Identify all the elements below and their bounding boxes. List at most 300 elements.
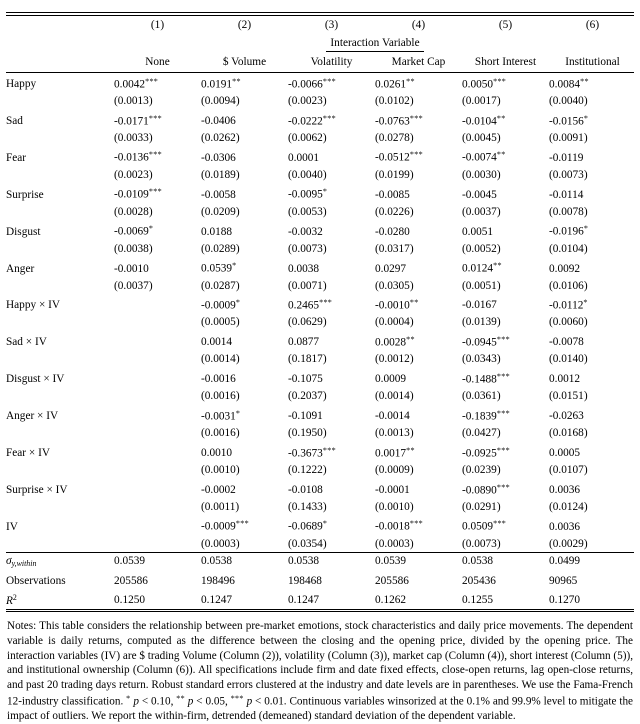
row-label: Disgust xyxy=(6,225,41,238)
coefficient-value: 0.0050 xyxy=(462,78,494,90)
standard-error-cell: (0.0209) xyxy=(201,205,240,218)
coefficient-value: -0.1488 xyxy=(462,373,497,386)
standard-error-cell: (0.0023) xyxy=(114,168,153,181)
header-row-span xyxy=(6,35,636,52)
standard-error-cell: (0.0305) xyxy=(375,279,414,292)
coefficient-cell xyxy=(549,110,636,130)
coefficient-cell xyxy=(375,110,462,130)
span-blank-left xyxy=(6,35,114,52)
summary-stat-cell: 0.0538 xyxy=(462,555,494,568)
summary-stat-cell: 0.1262 xyxy=(375,594,407,607)
standard-error-cell xyxy=(114,351,201,368)
standard-error-cell: (0.0023) xyxy=(288,95,327,107)
coefficient-value: -0.0002 xyxy=(201,483,236,496)
table-row-standard-errors xyxy=(6,93,636,110)
coefficient-cell xyxy=(375,220,462,240)
significance-stars: *** xyxy=(322,113,336,123)
significance-stars: *** xyxy=(319,298,333,308)
summary-stat-cell: 0.0539 xyxy=(114,555,146,568)
row-label-blank xyxy=(6,388,114,405)
summary-stat-row xyxy=(6,553,636,573)
coefficient-value: 0.0042 xyxy=(114,78,146,90)
coefficient-cell xyxy=(114,220,201,240)
standard-error-cell: (0.0354) xyxy=(288,537,327,550)
coefficient-value: -0.0009 xyxy=(201,299,236,312)
regression-table xyxy=(6,16,636,72)
coefficient-cell xyxy=(288,73,375,93)
coefficient-value: -0.0406 xyxy=(201,114,236,127)
coefficient-cell xyxy=(288,479,375,499)
coefficient-value: -0.0167 xyxy=(462,299,497,312)
stat-label-observations: Observations xyxy=(6,575,66,588)
span-blank-col5 xyxy=(462,35,549,52)
coefficient-cell xyxy=(201,220,288,240)
coefficient-cell xyxy=(201,294,288,314)
coefficient-value: -0.0263 xyxy=(549,410,584,423)
coefficient-cell xyxy=(288,257,375,277)
coefficient-value: -0.0069 xyxy=(114,225,149,238)
coefficient-cell xyxy=(549,257,636,277)
coefficient-cell xyxy=(462,110,549,130)
table-row-standard-errors xyxy=(6,462,636,479)
summary-stat-cell: 0.1247 xyxy=(288,594,320,607)
summary-stat-cell: 0.1255 xyxy=(462,594,494,607)
column-number-4: (4) xyxy=(411,18,426,31)
standard-error-cell: (0.0029) xyxy=(549,537,588,550)
coefficient-cell xyxy=(549,220,636,240)
summary-stat-cell: 0.1270 xyxy=(549,594,581,607)
coefficient-cell xyxy=(201,146,288,166)
standard-error-cell: (0.0289) xyxy=(201,242,240,255)
standard-error-cell xyxy=(114,314,201,331)
coefficient-value: 0.0539 xyxy=(201,262,233,275)
standard-error-cell: (0.0151) xyxy=(549,390,588,403)
coefficient-cell xyxy=(549,479,636,499)
coefficient-cell xyxy=(288,146,375,166)
coefficient-value: 0.0038 xyxy=(288,262,320,275)
significance-stars: *** xyxy=(148,113,162,123)
coefficient-value: -0.0001 xyxy=(375,483,410,496)
standard-error-cell: (0.0014) xyxy=(201,353,240,366)
coefficient-cell xyxy=(201,479,288,499)
standard-error-cell: (0.0094) xyxy=(201,95,240,107)
column-number-6: (6) xyxy=(585,18,600,31)
significance-threshold-1: < 0.10, xyxy=(138,695,177,708)
table-row xyxy=(6,368,636,388)
coefficient-value: 0.0005 xyxy=(549,447,581,460)
standard-error-cell: (0.0016) xyxy=(201,390,240,403)
coefficient-value: 0.0012 xyxy=(549,373,581,386)
column-name-institutional: Institutional xyxy=(565,55,620,68)
coefficient-value: 0.0001 xyxy=(288,151,320,164)
standard-error-cell: (0.0013) xyxy=(375,427,414,440)
coefficient-value: -0.0171 xyxy=(114,114,149,127)
standard-error-cell: (0.0009) xyxy=(375,464,414,477)
standard-error-cell: (0.0140) xyxy=(549,353,588,366)
coefficient-cell xyxy=(375,146,462,166)
coefficient-cell xyxy=(375,405,462,425)
coefficient-value: -0.0032 xyxy=(288,225,323,238)
table-row-standard-errors xyxy=(6,204,636,221)
column-number-2: (2) xyxy=(237,18,252,31)
standard-error-cell: (0.0104) xyxy=(549,242,588,255)
standard-error-cell: (0.0033) xyxy=(114,131,153,144)
coefficient-cell xyxy=(114,146,201,166)
coefficient-value: 0.0014 xyxy=(201,336,233,349)
coefficient-value: -0.0010 xyxy=(114,262,149,275)
significance-p-2: p xyxy=(187,695,194,708)
row-label: Fear xyxy=(6,151,27,164)
row-label-blank xyxy=(6,278,114,295)
coefficient-cell xyxy=(114,515,201,535)
top-spacer xyxy=(6,0,634,12)
column-number-1: (1) xyxy=(150,18,165,31)
standard-error-cell: (0.1817) xyxy=(288,353,327,366)
coefficient-value: -0.0095 xyxy=(288,188,323,201)
significance-stars: *** xyxy=(322,445,336,455)
standard-error-cell: (0.0062) xyxy=(288,131,327,144)
coefficient-cell xyxy=(549,73,636,93)
summary-stat-cell: 205436 xyxy=(462,575,496,588)
significance-stars: ** xyxy=(496,113,506,123)
coefficient-value: -0.0066 xyxy=(288,78,323,90)
row-label-blank xyxy=(6,130,114,147)
row-label-blank xyxy=(6,314,114,331)
row-label: Anger xyxy=(6,262,35,275)
significance-stars: ** xyxy=(580,76,589,86)
coefficient-value: 0.0017 xyxy=(375,447,407,460)
standard-error-cell: (0.0073) xyxy=(462,537,501,550)
standard-error-cell: (0.0102) xyxy=(375,95,414,107)
coefficient-value: -0.0890 xyxy=(462,483,497,496)
summary-stat-row xyxy=(6,573,636,590)
coefficient-value: -0.0763 xyxy=(375,114,410,127)
coefficient-value: 0.0297 xyxy=(375,262,407,275)
standard-error-cell xyxy=(114,388,201,405)
significance-stars: ** xyxy=(493,261,502,271)
significance-stars: * xyxy=(583,298,588,308)
standard-error-cell: (0.0014) xyxy=(375,390,414,403)
standard-error-cell: (0.0139) xyxy=(462,316,501,329)
significance-stars: * xyxy=(235,408,241,418)
coefficient-value: -0.0045 xyxy=(462,188,497,201)
row-label: Anger × IV xyxy=(6,410,59,423)
coefficient-cell xyxy=(375,442,462,462)
table-row-standard-errors xyxy=(6,314,636,331)
significance-stars: ** xyxy=(496,150,506,160)
standard-error-cell xyxy=(114,462,201,479)
coefficient-value: -0.0031 xyxy=(201,410,236,423)
coefficient-cell xyxy=(462,442,549,462)
table-row xyxy=(6,442,636,462)
standard-error-cell: (0.0361) xyxy=(462,390,501,403)
coefficient-cell xyxy=(375,183,462,203)
coefficient-cell xyxy=(114,479,201,499)
coefficient-cell xyxy=(288,405,375,425)
coefficient-value: -0.0114 xyxy=(549,188,584,201)
stat-label-r-squared: $R^2$ xyxy=(6,592,17,607)
row-label: Happy × IV xyxy=(6,299,61,312)
significance-stars: * xyxy=(322,519,328,529)
standard-error-cell: (0.0060) xyxy=(549,316,588,329)
coefficient-cell xyxy=(201,405,288,425)
standard-error-cell: (0.0073) xyxy=(549,168,588,181)
summary-stat-cell: 0.1247 xyxy=(201,594,233,607)
regression-body-table xyxy=(6,73,636,553)
standard-error-cell: (0.0012) xyxy=(375,353,414,366)
coefficient-cell xyxy=(375,73,462,93)
coefficient-cell xyxy=(462,405,549,425)
table-row-standard-errors xyxy=(6,536,636,553)
coefficient-cell xyxy=(114,405,201,425)
summary-stat-cell: 198496 xyxy=(201,575,235,588)
table-row xyxy=(6,515,636,535)
coefficient-cell xyxy=(462,146,549,166)
table-header xyxy=(6,16,636,72)
coefficient-cell xyxy=(288,220,375,240)
span-blank-col1 xyxy=(114,35,201,52)
coefficient-value: -0.0136 xyxy=(114,151,149,164)
standard-error-cell: (0.0040) xyxy=(549,95,588,107)
coefficient-cell xyxy=(114,368,201,388)
coefficient-cell xyxy=(201,515,288,535)
coefficient-cell xyxy=(114,183,201,203)
row-label: Surprise × IV xyxy=(6,483,68,496)
coefficient-cell xyxy=(114,331,201,351)
coefficient-cell xyxy=(462,368,549,388)
column-number-5: (5) xyxy=(498,18,513,31)
header-row-names xyxy=(6,52,636,72)
significance-stars: *** xyxy=(493,519,507,529)
summary-stat-cell: 205586 xyxy=(375,575,409,588)
coefficient-cell xyxy=(288,368,375,388)
coefficient-value: -0.0104 xyxy=(462,114,497,127)
coefficient-value: 0.0261 xyxy=(375,78,407,90)
significance-stars: ** xyxy=(406,76,415,86)
significance-stars: ** xyxy=(406,334,415,344)
table-row xyxy=(6,110,636,130)
standard-error-cell: (0.0003) xyxy=(375,537,414,550)
standard-error-cell: (0.0005) xyxy=(201,316,240,329)
coefficient-value: -0.0078 xyxy=(549,336,584,349)
row-label: Sad xyxy=(6,114,23,127)
row-label-blank xyxy=(6,499,114,516)
coefficient-cell xyxy=(462,515,549,535)
coefficient-cell xyxy=(201,257,288,277)
significance-stars: *** xyxy=(496,408,510,418)
summary-stats-body xyxy=(6,553,636,608)
coefficient-value: -0.0689 xyxy=(288,520,323,533)
significance-stars: * xyxy=(322,187,328,197)
standard-error-cell: (0.0091) xyxy=(549,131,588,144)
row-label: Disgust × IV xyxy=(6,373,65,386)
coefficient-cell xyxy=(549,183,636,203)
row-label: Fear × IV xyxy=(6,447,51,460)
table-row-standard-errors xyxy=(6,388,636,405)
standard-error-cell: (0.0262) xyxy=(201,131,240,144)
standard-error-cell: (0.0629) xyxy=(288,316,327,329)
column-name-short-interest: Short Interest xyxy=(474,55,537,68)
coefficient-value: 0.0188 xyxy=(201,225,233,238)
coefficient-cell xyxy=(462,331,549,351)
coefficient-cell xyxy=(375,257,462,277)
coefficient-value: 0.0009 xyxy=(375,373,407,386)
table-row xyxy=(6,257,636,277)
standard-error-cell: (0.0028) xyxy=(114,205,153,218)
coefficient-value: -0.0018 xyxy=(375,520,410,533)
stat-label-sigma-within: $\sigma_{y,within}$ xyxy=(6,555,37,569)
summary-stat-cell: 0.0499 xyxy=(549,555,581,568)
coefficient-cell xyxy=(201,368,288,388)
summary-stat-cell: 90965 xyxy=(549,575,578,588)
coefficient-cell xyxy=(288,515,375,535)
interaction-variable-span-header xyxy=(288,35,462,52)
significance-stars: * xyxy=(232,261,237,271)
column-name-none: None xyxy=(145,55,170,68)
coefficient-value: -0.0108 xyxy=(288,483,323,496)
table-row-standard-errors xyxy=(6,351,636,368)
standard-error-cell: (0.0004) xyxy=(375,316,414,329)
coefficient-cell xyxy=(288,183,375,203)
significance-p-1: p xyxy=(133,695,139,708)
significance-stars: *** xyxy=(409,113,423,123)
standard-error-cell: (0.0017) xyxy=(462,95,501,107)
significance-stars: * xyxy=(148,224,154,234)
standard-error-cell: (0.0106) xyxy=(549,279,588,292)
row-label-blank xyxy=(6,425,114,442)
table-row-standard-errors xyxy=(6,241,636,258)
standard-error-cell: (0.0291) xyxy=(462,500,501,513)
significance-stars: *** xyxy=(493,76,507,86)
significance-stars: ** xyxy=(409,298,419,308)
coefficient-cell xyxy=(549,294,636,314)
standard-error-cell: (0.1433) xyxy=(288,500,327,513)
coefficient-cell xyxy=(462,220,549,240)
significance-stars: *** xyxy=(496,371,510,381)
coefficient-cell xyxy=(462,183,549,203)
table-notes xyxy=(6,619,634,724)
interaction-variable-label: Interaction Variable xyxy=(326,36,423,52)
standard-error-cell: (0.0168) xyxy=(549,427,588,440)
table-row-standard-errors xyxy=(6,278,636,295)
summary-stat-cell: 0.0539 xyxy=(375,555,407,568)
coefficient-value: -0.3673 xyxy=(288,447,323,460)
standard-error-cell: (0.0037) xyxy=(114,279,153,292)
coefficient-cell xyxy=(201,183,288,203)
coefficient-value: -0.1839 xyxy=(462,410,497,423)
row-label: Happy xyxy=(6,78,37,90)
summary-stat-cell: 198468 xyxy=(288,575,322,588)
coefficient-cell xyxy=(114,73,201,93)
standard-error-cell: (0.1222) xyxy=(288,464,327,477)
column-name-volume: $ Volume xyxy=(222,55,267,68)
table-body xyxy=(6,73,636,553)
table-row xyxy=(6,479,636,499)
standard-error-cell: (0.0053) xyxy=(288,205,327,218)
significance-star-1: * xyxy=(126,694,131,704)
coefficient-value: 0.0028 xyxy=(375,336,407,349)
row-label-blank xyxy=(6,93,114,110)
coefficient-value: 0.0084 xyxy=(549,78,581,90)
coefficient-value: -0.0112 xyxy=(549,299,584,312)
standard-error-cell: (0.2037) xyxy=(288,390,327,403)
coefficient-cell xyxy=(114,442,201,462)
standard-error-cell: (0.0239) xyxy=(462,464,501,477)
significance-stars: *** xyxy=(409,150,423,160)
standard-error-cell xyxy=(114,536,201,553)
coefficient-cell xyxy=(114,257,201,277)
coefficient-cell xyxy=(549,368,636,388)
coefficient-value: -0.0014 xyxy=(375,410,410,423)
coefficient-cell xyxy=(375,515,462,535)
coefficient-cell xyxy=(288,294,375,314)
row-label-blank xyxy=(6,462,114,479)
summary-stat-row xyxy=(6,590,636,609)
standard-error-cell: (0.0051) xyxy=(462,279,501,292)
coefficient-cell xyxy=(375,294,462,314)
summary-stat-cell: 205586 xyxy=(114,575,148,588)
standard-error-cell: (0.0107) xyxy=(549,464,588,477)
significance-stars: * xyxy=(235,298,241,308)
coefficient-value: 0.0124 xyxy=(462,262,494,275)
coefficient-value: 0.0036 xyxy=(549,483,581,496)
coefficient-value: -0.0010 xyxy=(375,299,410,312)
standard-error-cell: (0.0013) xyxy=(114,95,153,107)
header-blank-corner xyxy=(6,16,114,35)
table-row xyxy=(6,220,636,240)
row-label: IV xyxy=(6,520,18,533)
table-row-standard-errors xyxy=(6,167,636,184)
standard-error-cell xyxy=(114,499,201,516)
coefficient-value: -0.0306 xyxy=(201,151,236,164)
summary-stats-table xyxy=(6,553,636,608)
header-blank-corner-2 xyxy=(6,52,114,72)
coefficient-value: -0.0196 xyxy=(549,225,584,238)
standard-error-cell: (0.0016) xyxy=(201,427,240,440)
coefficient-value: 0.0191 xyxy=(201,78,233,90)
coefficient-cell xyxy=(462,257,549,277)
row-label: Sad × IV xyxy=(6,336,47,349)
coefficient-value: -0.0074 xyxy=(462,151,497,164)
row-label: Surprise xyxy=(6,188,44,201)
coefficient-value: -0.0945 xyxy=(462,336,497,349)
coefficient-value: -0.0156 xyxy=(549,114,584,127)
coefficient-cell xyxy=(201,331,288,351)
coefficient-value: 0.0036 xyxy=(549,520,581,533)
coefficient-cell xyxy=(201,110,288,130)
coefficient-cell xyxy=(288,442,375,462)
significance-stars: *** xyxy=(148,150,162,160)
table-row xyxy=(6,405,636,425)
coefficient-value: 0.0051 xyxy=(462,225,494,238)
coefficient-cell xyxy=(114,294,201,314)
significance-stars: * xyxy=(583,224,589,234)
notes-body-part1: This table considers the relationship between pre-market emotions, stock characteristics and daily price movements. The dependent variable is daily returns, computed as the difference between the closing and the opening price, divided by the opening price. The interaction variables (IV) are $ trading Volume (Column (2)), volatility (Column (3)), market cap (Column (4)), short interest (Column (5)), and institutional ownership (Column (6)). All specifications include firm and date fixed effects, close-open returns, lag open-close returns, and past 20 trading days return. Robust standard errors clustered at the industry and date levels are in parentheses. We use the Fama-French 12-industry classification. xyxy=(7,620,633,708)
row-label-blank xyxy=(6,204,114,221)
span-blank-col6 xyxy=(549,35,636,52)
significance-stars: ** xyxy=(232,76,241,86)
significance-stars: *** xyxy=(409,519,423,529)
standard-error-cell: (0.0073) xyxy=(288,242,327,255)
coefficient-value: -0.0119 xyxy=(549,151,584,164)
coefficient-value: 0.0877 xyxy=(288,336,320,349)
coefficient-cell xyxy=(288,331,375,351)
standard-error-cell: (0.0003) xyxy=(201,537,240,550)
significance-p-3: p xyxy=(246,695,253,708)
significance-threshold-3: < 0.01. xyxy=(252,695,287,708)
coefficient-value: -0.0512 xyxy=(375,151,410,164)
coefficient-cell xyxy=(549,442,636,462)
